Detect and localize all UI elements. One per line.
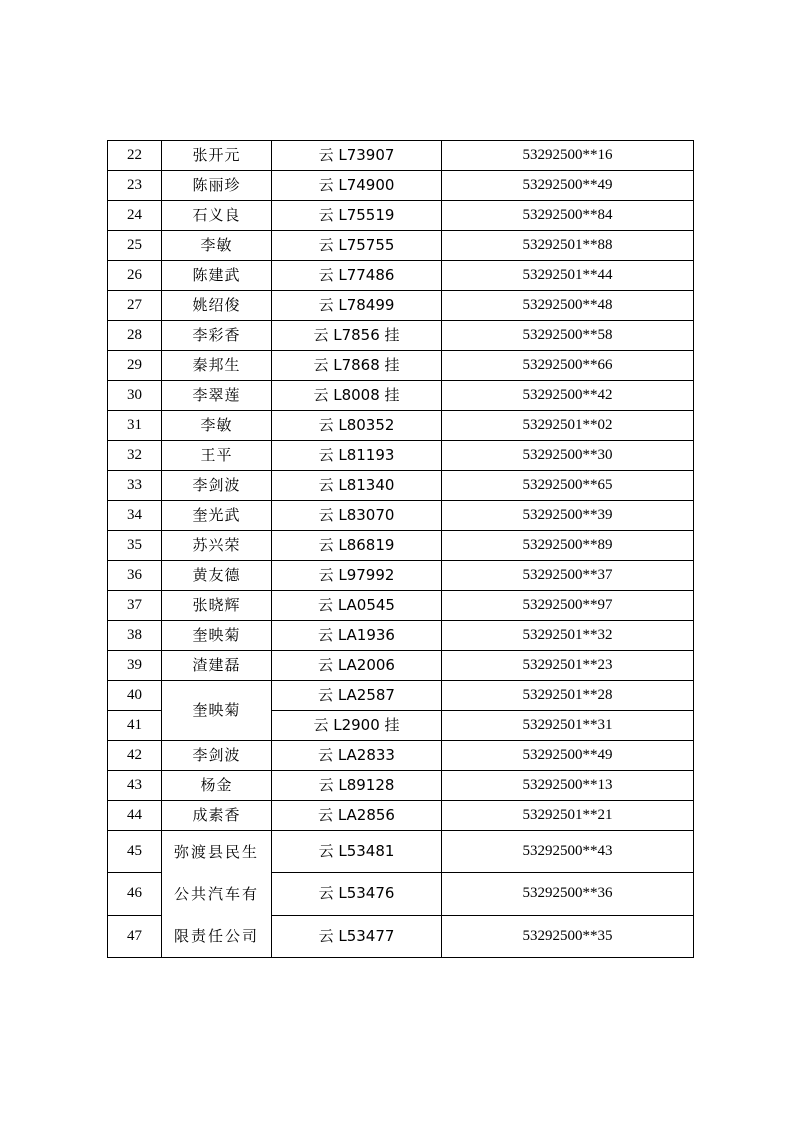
id-number: 53292500**39 [442, 501, 694, 531]
plate-number: 云 L86819 [272, 531, 442, 561]
owner-name: 李剑波 [162, 741, 272, 771]
owner-name: 李彩香 [162, 321, 272, 351]
owner-name: 张晓辉 [162, 591, 272, 621]
row-number: 29 [108, 351, 162, 381]
plate-number: 云 L89128 [272, 771, 442, 801]
plate-number: 云 L74900 [272, 171, 442, 201]
plate-number: 云 LA0545 [272, 591, 442, 621]
plate-number: 云 L53481 [272, 831, 442, 873]
plate-number: 云 L73907 [272, 141, 442, 171]
table-row [108, 141, 694, 171]
plate-number: 云 L81193 [272, 441, 442, 471]
table-row [108, 591, 694, 621]
owner-name: 苏兴荣 [162, 531, 272, 561]
id-number: 53292500**37 [442, 561, 694, 591]
table-row [108, 441, 694, 471]
row-number: 43 [108, 771, 162, 801]
row-number: 40 [108, 681, 162, 711]
table-row [108, 201, 694, 231]
plate-number: 云 L75755 [272, 231, 442, 261]
row-number: 47 [108, 915, 162, 957]
owner-name: 秦邦生 [162, 351, 272, 381]
row-number: 32 [108, 441, 162, 471]
id-number: 53292500**43 [442, 831, 694, 873]
plate-number: 云 L2900 挂 [272, 711, 442, 741]
id-number: 53292500**58 [442, 321, 694, 351]
owner-name: 王平 [162, 441, 272, 471]
id-number: 53292500**66 [442, 351, 694, 381]
row-number: 36 [108, 561, 162, 591]
company-name-line: 公共汽车有 [173, 884, 259, 903]
id-number: 53292500**35 [442, 915, 694, 957]
row-number: 39 [108, 651, 162, 681]
table-row [108, 741, 694, 771]
row-number: 23 [108, 171, 162, 201]
id-number: 53292500**49 [442, 741, 694, 771]
row-number: 24 [108, 201, 162, 231]
vehicle-registry-table [107, 140, 694, 958]
id-number: 53292500**48 [442, 291, 694, 321]
id-number: 53292500**42 [442, 381, 694, 411]
owner-name: 奎映菊 [162, 681, 272, 741]
company-name-line: 限责任公司 [173, 926, 259, 945]
id-number: 53292500**97 [442, 591, 694, 621]
id-number: 53292500**16 [442, 141, 694, 171]
id-number: 53292501**23 [442, 651, 694, 681]
owner-name: 陈建武 [162, 261, 272, 291]
table-row [108, 261, 694, 291]
company-name-line: 弥渡县民生 [173, 842, 259, 861]
id-number: 53292501**02 [442, 411, 694, 441]
owner-name: 黄友德 [162, 561, 272, 591]
id-number: 53292501**44 [442, 261, 694, 291]
table-row [108, 681, 694, 711]
row-number: 22 [108, 141, 162, 171]
table-row [108, 381, 694, 411]
row-number: 33 [108, 471, 162, 501]
owner-name: 成素香 [162, 801, 272, 831]
plate-number: 云 L53476 [272, 873, 442, 915]
row-number: 41 [108, 711, 162, 741]
id-number: 53292500**84 [442, 201, 694, 231]
owner-name: 奎映菊 [162, 621, 272, 651]
id-number: 53292500**89 [442, 531, 694, 561]
company-name [162, 831, 271, 957]
id-number: 53292501**28 [442, 681, 694, 711]
id-number: 53292501**88 [442, 231, 694, 261]
row-number: 38 [108, 621, 162, 651]
plate-number: 云 LA2006 [272, 651, 442, 681]
id-number: 53292500**36 [442, 873, 694, 915]
owner-name: 姚绍俊 [162, 291, 272, 321]
company-name-cell [162, 831, 272, 958]
plate-number: 云 L7868 挂 [272, 351, 442, 381]
plate-number: 云 L97992 [272, 561, 442, 591]
plate-number: 云 LA2856 [272, 801, 442, 831]
plate-number: 云 L81340 [272, 471, 442, 501]
row-number: 35 [108, 531, 162, 561]
id-number: 53292500**13 [442, 771, 694, 801]
table-row [108, 531, 694, 561]
row-number: 30 [108, 381, 162, 411]
table-row [108, 171, 694, 201]
plate-number: 云 L7856 挂 [272, 321, 442, 351]
plate-number: 云 LA1936 [272, 621, 442, 651]
owner-name: 李剑波 [162, 471, 272, 501]
owner-name: 杨金 [162, 771, 272, 801]
plate-number: 云 L75519 [272, 201, 442, 231]
row-number: 25 [108, 231, 162, 261]
table-row [108, 411, 694, 441]
id-number: 53292501**31 [442, 711, 694, 741]
owner-name: 渣建磊 [162, 651, 272, 681]
plate-number: 云 L78499 [272, 291, 442, 321]
plate-number: 云 L53477 [272, 915, 442, 957]
row-number: 44 [108, 801, 162, 831]
id-number: 53292500**49 [442, 171, 694, 201]
table-row [108, 321, 694, 351]
id-number: 53292500**30 [442, 441, 694, 471]
table-row [108, 231, 694, 261]
row-number: 45 [108, 831, 162, 873]
row-number: 28 [108, 321, 162, 351]
row-number: 27 [108, 291, 162, 321]
row-number: 26 [108, 261, 162, 291]
plate-number: 云 L80352 [272, 411, 442, 441]
plate-number: 云 LA2587 [272, 681, 442, 711]
row-number: 34 [108, 501, 162, 531]
row-number: 46 [108, 873, 162, 915]
table-row [108, 801, 694, 831]
table-row [108, 771, 694, 801]
table-row [108, 831, 694, 873]
table-row [108, 501, 694, 531]
owner-name: 张开元 [162, 141, 272, 171]
owner-name: 李敏 [162, 411, 272, 441]
table-row [108, 561, 694, 591]
id-number: 53292501**21 [442, 801, 694, 831]
plate-number: 云 L83070 [272, 501, 442, 531]
plate-number: 云 LA2833 [272, 741, 442, 771]
table-row [108, 471, 694, 501]
table-row [108, 291, 694, 321]
plate-number: 云 L77486 [272, 261, 442, 291]
plate-number: 云 L8008 挂 [272, 381, 442, 411]
id-number: 53292501**32 [442, 621, 694, 651]
row-number: 31 [108, 411, 162, 441]
row-number: 42 [108, 741, 162, 771]
owner-name: 李翠莲 [162, 381, 272, 411]
id-number: 53292500**65 [442, 471, 694, 501]
table-row [108, 351, 694, 381]
row-number: 37 [108, 591, 162, 621]
table-row [108, 621, 694, 651]
owner-name: 奎光武 [162, 501, 272, 531]
owner-name: 石义良 [162, 201, 272, 231]
owner-name: 陈丽珍 [162, 171, 272, 201]
owner-name: 李敏 [162, 231, 272, 261]
table-row [108, 651, 694, 681]
